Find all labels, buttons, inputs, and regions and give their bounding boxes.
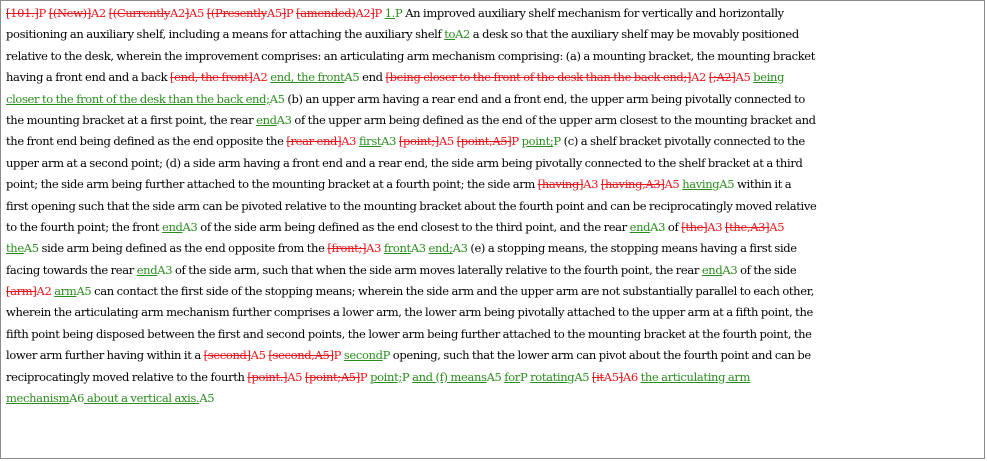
text-line [6,302,982,323]
insertion-tag: P [553,134,561,149]
text-line [6,131,982,152]
inserted-text: end, the front [270,70,345,85]
insertion-tag: A5 [269,91,285,106]
inserted-text: point; [521,134,554,149]
inserted-text: closer to the front of the desk than the back end; [6,91,270,106]
text-line [6,89,982,110]
text-line [6,238,982,259]
insertion-tag: A3 [276,112,292,127]
deletion-tag: A5 [769,219,785,234]
insertion-tag: A5 [344,70,360,85]
insertion-tag: A6 [69,391,85,406]
text-line [6,46,982,67]
insertion-tag: P [401,369,413,384]
deleted-text: ] [618,369,623,384]
inserted-text: being [753,70,785,85]
inserted-text: first [358,134,382,149]
deletion-tag: A3 [366,241,384,256]
plain-text: a desk so that the auxiliary shelf may be movably positioned [469,27,799,42]
plain-text: first opening such that the side arm can be pivoted relative to the mounting bracket about the fourth point and can be reciprocatingly moved relative [6,198,817,213]
inserted-text: end [136,262,158,277]
deleted-text: [the,A3] [724,219,770,234]
plain-text: reciprocatingly moved relative to the fourth [6,369,248,384]
insertion-tag: A5 [199,391,215,406]
deletion-tag: A2 [355,6,371,20]
plain-text: of the side arm being defined as the end closest to the third point, and the rear [197,219,630,234]
plain-text: to the fourth point; the front [6,219,162,234]
text-line [6,174,982,195]
deleted-text: [rear end] [286,134,342,149]
deleted-text: [second,A5] [268,348,334,363]
insertion-tag: A5 [486,369,505,384]
plain-text: upper arm at a second point; (d) a side arm having a front end and a rear end, the side arm being pivotally connected to the shelf bracket at a third [6,155,803,170]
inserted-text: front [383,241,411,256]
deleted-text: [(Presently [206,6,267,20]
plain-text: of [665,219,682,234]
deleted-text: [(New)] [48,6,91,20]
inserted-text: second [343,348,383,363]
insertion-tag: A5 [23,241,39,256]
insertion-tag: P [382,348,390,363]
plain-text: the front end being defined as the end opposite the [6,134,287,149]
insertion-tag: A3 [410,241,429,256]
deletion-tag: A3 [341,134,359,149]
deleted-text: [the] [681,219,708,234]
deleted-text: [(Currently [108,6,170,20]
insertion-tag: A3 [452,241,468,256]
inserted-text: the articulating arm [640,369,751,384]
text-line [6,217,982,238]
deletion-tag: A5 [438,134,457,149]
deletion-tag: A5 [189,6,207,20]
deleted-text: [point,A5] [456,134,512,149]
plain-text: fifth point being disposed between the first and second points, the lower arm being further attached to the mounting bracket at the fourth point, the [6,326,812,341]
plain-text: positioning an auxiliary shelf, including a means for attaching the auxiliary shelf [6,27,445,42]
insertion-tag: A5 [574,369,593,384]
deletion-tag: A2 [691,70,709,85]
deletion-tag: P [374,6,385,20]
insertion-tag: P [395,6,403,20]
text-line [6,281,982,302]
inserted-text: end [256,112,277,127]
deleted-text: [arm] [6,284,37,299]
inserted-text: point; [370,369,402,384]
deletion-tag: A3 [707,219,725,234]
inserted-text: having [682,177,720,192]
deleted-text: [having,A3] [600,177,665,192]
insertion-tag: A2 [455,27,470,42]
inserted-text: rotating [530,369,575,384]
insertion-tag: A3 [157,262,173,277]
inserted-text: end [161,219,183,234]
deletion-tag: A2 [169,6,185,20]
deleted-text: [point;A5] [304,369,360,384]
plain-text: of the upper arm being defined as the end of the upper arm closest to the mounting bracket and [291,112,816,127]
insertion-tag: A3 [650,219,666,234]
deletion-tag: A5 [287,369,305,384]
deleted-text: [101.] [6,6,39,20]
inserted-text: end [701,262,723,277]
insertion-tag: A3 [381,134,399,149]
plain-text: having a front end and a back [6,70,171,85]
deletion-tag: P [285,6,297,20]
plain-text: of the side [737,262,797,277]
plain-text: opening, such that the lower arm can pivot about the fourth point and can be [389,348,811,363]
deleted-text: ] [281,6,286,20]
plain-text: (b) an upper arm having a rear end and a front end, the upper arm being pivotally connected to [284,91,805,106]
claim-text [6,3,982,409]
deletion-tag: A2 [90,6,109,20]
text-line [6,367,982,388]
insertion-tag: A3 [722,262,738,277]
deletion-tag: A5 [250,348,269,363]
plain-text: lower arm further having within it a [6,348,204,363]
text-line [6,153,982,174]
insertion-tag: A5 [76,284,92,299]
deleted-text: [amended) [296,6,356,20]
inserted-text: end [629,219,651,234]
text-line [6,260,982,281]
inserted-text: and (f) means [412,369,487,384]
text-line [6,196,982,217]
plain-text: (e) a stopping means, the stopping means having a first side [467,241,797,256]
inserted-text: to [444,27,456,42]
deleted-text: ] [370,6,375,20]
insertion-tag: P [519,369,531,384]
inserted-text: the [6,241,24,256]
plain-text: of the side arm, such that when the side arm moves laterally relative to the fourth point, the rear [172,262,702,277]
plain-text: the mounting bracket at a first point, the rear [6,112,257,127]
deletion-tag: A6 [622,369,641,384]
plain-text: side arm being defined as the end opposite from the [38,241,328,256]
text-line [6,24,982,45]
text-line [6,388,982,409]
deletion-tag: P [38,6,49,20]
inserted-text: 1. [384,6,395,20]
insertion-tag: A5 [719,177,735,192]
deleted-text: [being closer to the front of the desk than the back end;] [385,70,692,85]
insertion-tag: A3 [182,219,198,234]
deletion-tag: A5 [735,70,754,85]
text-line [6,67,982,88]
deletion-tag: P [333,348,344,363]
inserted-text: about a vertical axis. [84,391,200,406]
plain-text: end [359,70,386,85]
plain-text: relative to the desk, wherein the improvement comprises: an articulating arm mechanism comprising: (a) a mounting bracket, the mounting bracket [6,48,816,63]
deleted-text: [point;] [398,134,439,149]
plain-text: (c) a shelf bracket pivotally connected to the [560,134,805,149]
plain-text: wherein the articulating arm mechanism further comprises a lower arm, the lower arm being pivotally attached to the upper arm at a fifth point, the [6,305,813,320]
plain-text: within it a [734,177,792,192]
deletion-tag: A3 [583,177,601,192]
deleted-text: ] [184,6,190,20]
inserted-text: mechanism [6,391,70,406]
text-line [6,3,982,24]
deletion-tag: A5 [603,369,619,384]
deleted-text: [having] [537,177,584,192]
deletion-tag: A5 [664,177,683,192]
deleted-text: [it [592,369,604,384]
text-line [6,345,982,366]
text-line [6,324,982,345]
plain-text: An improved auxiliary shelf mechanism for vertically and horizontally [402,6,784,20]
plain-text: point; the side arm being further attached to the mounting bracket at a fourth point; the side arm [6,177,538,192]
deletion-tag: P [359,369,371,384]
deletion-tag: A5 [266,6,282,20]
deleted-text: [;A2] [708,70,736,85]
plain-text: can contact the first side of the stopping means; wherein the side arm and the upper arm are not substantially parallel to each other, [91,284,814,299]
deletion-tag: A2 [252,70,271,85]
inserted-text: arm [54,284,77,299]
deleted-text: [point.] [247,369,288,384]
plain-text: facing towards the rear [6,262,137,277]
deleted-text: [end, the front] [170,70,253,85]
deletion-tag: P [511,134,522,149]
text-line [6,110,982,131]
deletion-tag: A2 [36,284,55,299]
deleted-text: [front;] [327,241,367,256]
inserted-text: end; [428,241,453,256]
deleted-text: [second] [203,348,251,363]
inserted-text: for [504,369,520,384]
